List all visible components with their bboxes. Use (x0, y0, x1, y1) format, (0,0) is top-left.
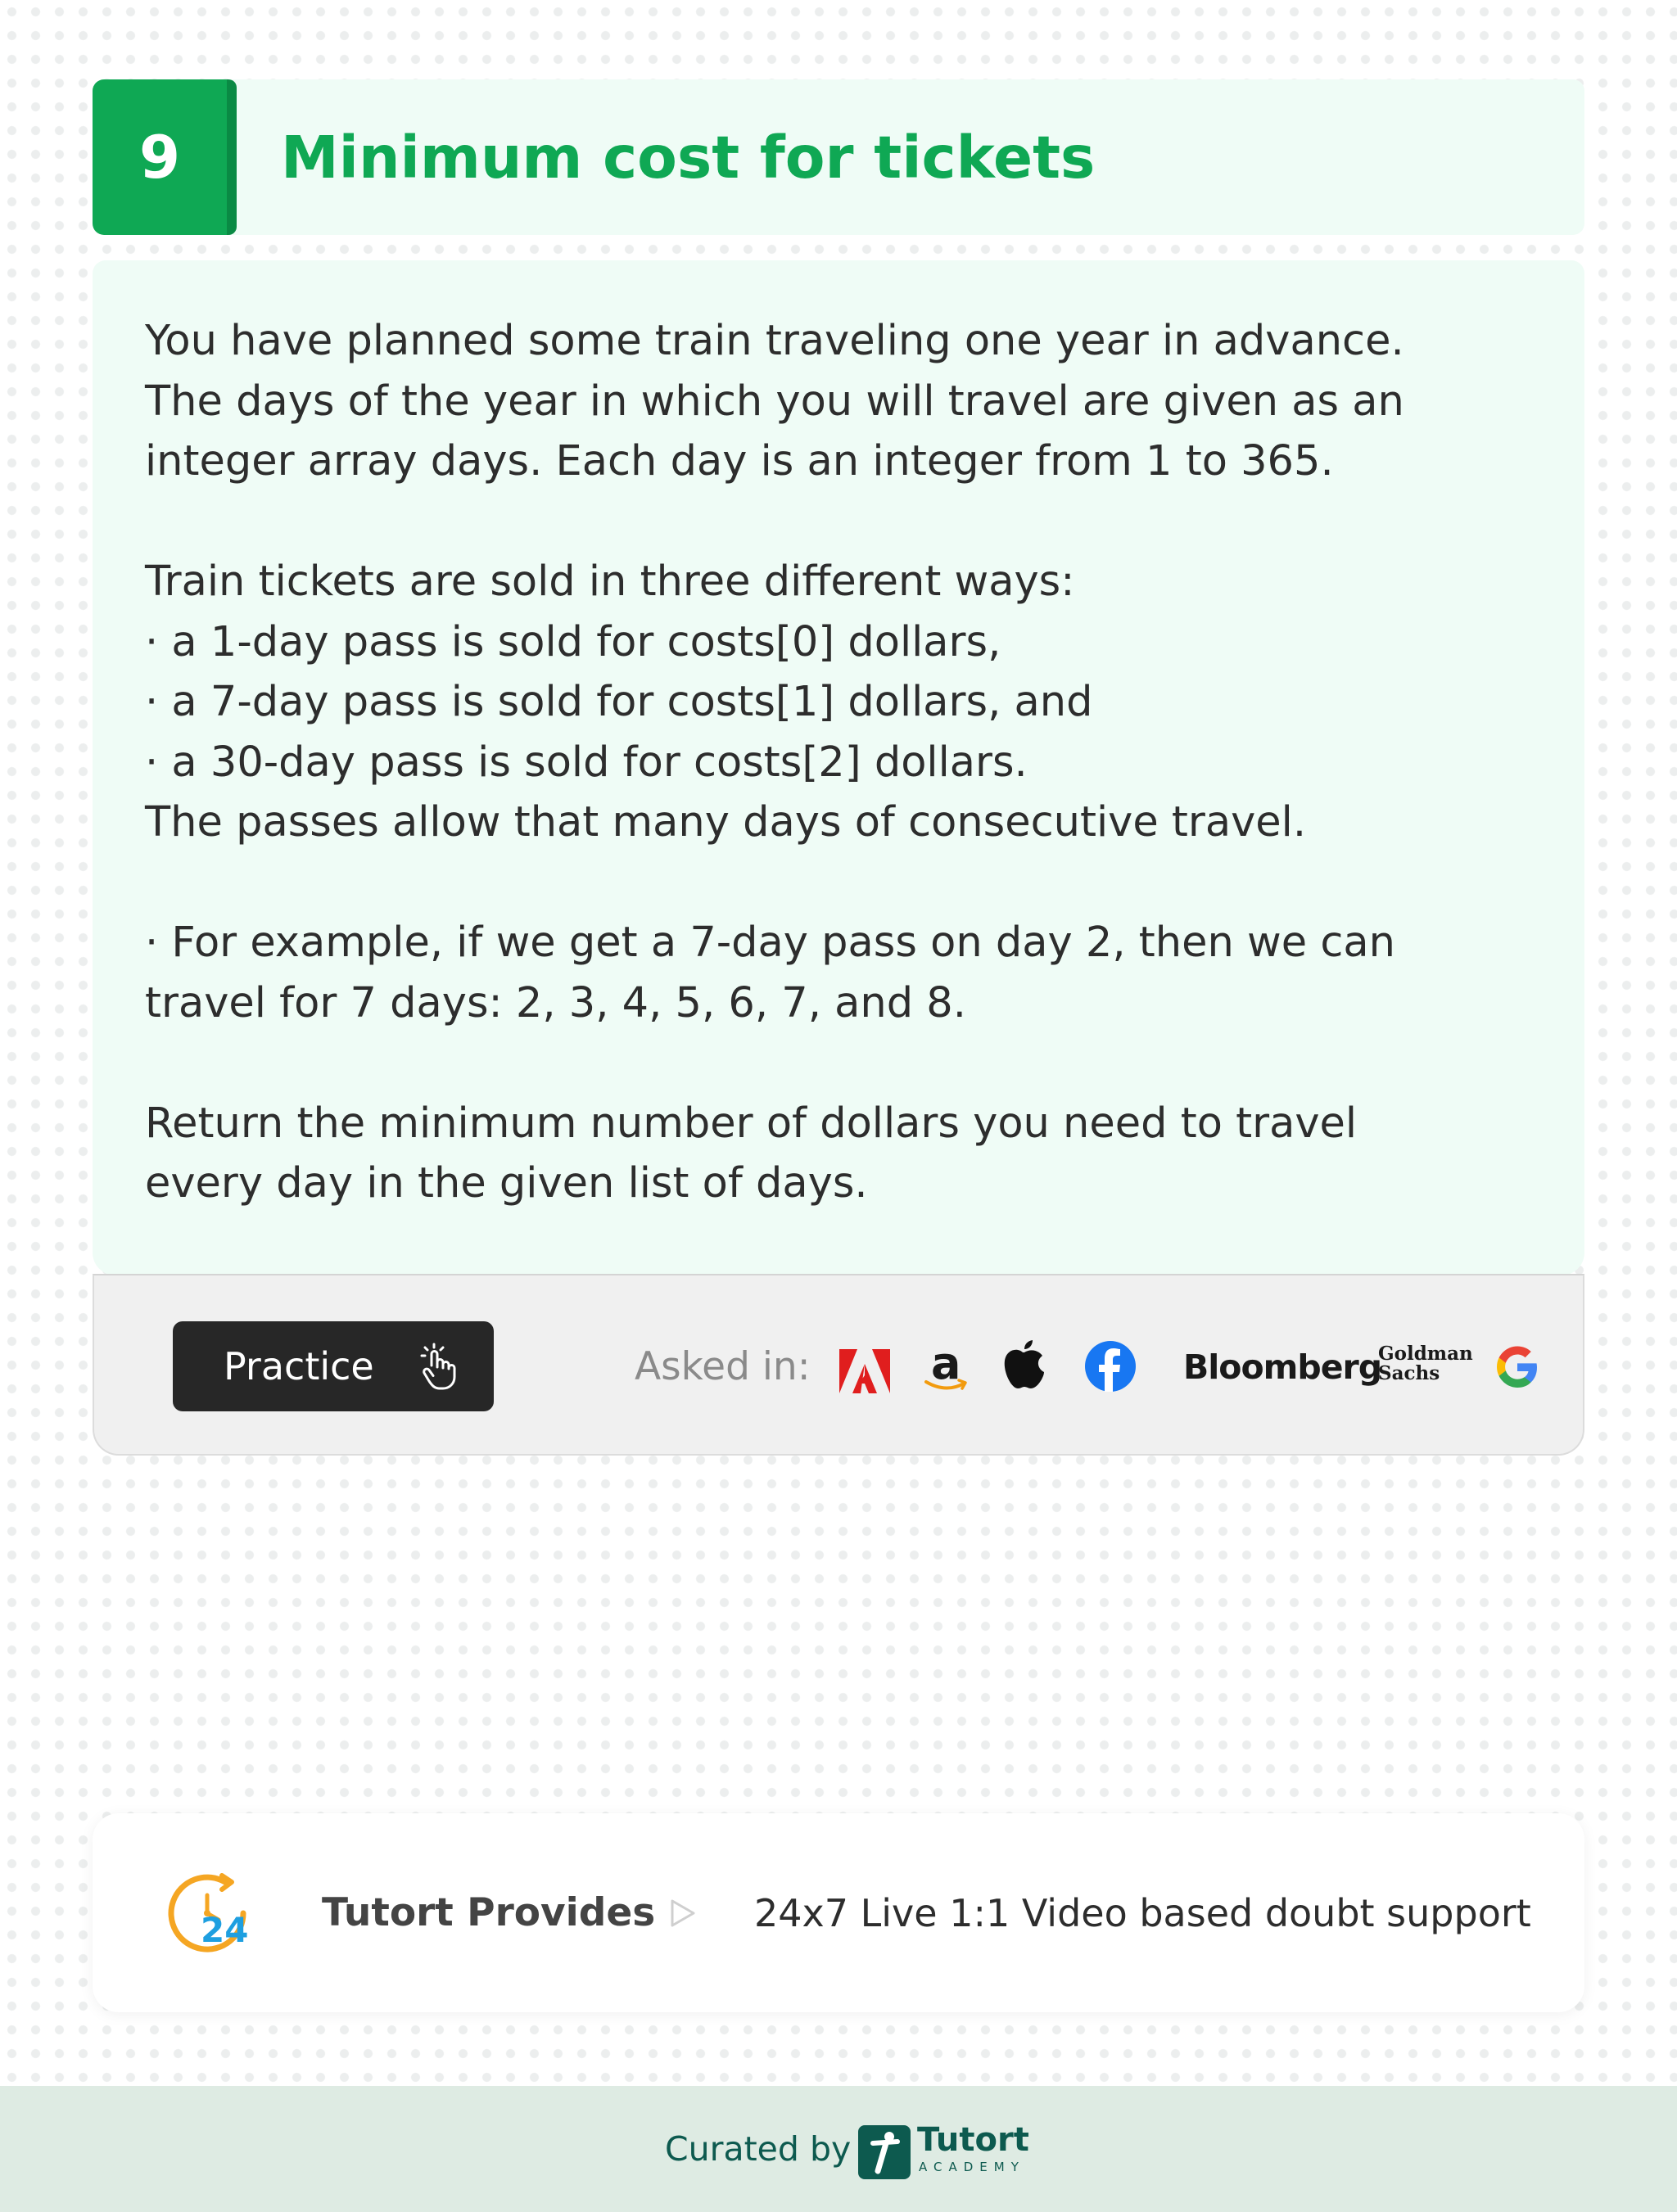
description-line: Train tickets are sold in three different ways: (145, 558, 1075, 606)
sachs-line: Sachs (1378, 1362, 1440, 1384)
description-line: Return the minimum number of dollars you need to travel (145, 1099, 1358, 1148)
paragraph-gap (145, 853, 1553, 914)
description-line: · a 1-day pass is sold for costs[0] dollars, (145, 617, 1001, 666)
description-line: · For example, if we get a 7-day pass on day 2, then we can (145, 919, 1395, 967)
paragraph-gap (145, 492, 1553, 553)
paragraph-gap (145, 1033, 1553, 1094)
asked-in-label: Asked in: (635, 1343, 811, 1389)
provides-label: Tutort Provides (322, 1890, 656, 1935)
practice-bar (93, 1274, 1584, 1456)
google-logo-icon (1494, 1344, 1540, 1390)
practice-button[interactable] (173, 1321, 494, 1411)
amazon-smile-icon (924, 1377, 970, 1393)
description-line: integer array days. Each day is an integer from 1 to 365. (145, 437, 1334, 485)
clock-number: 24 (201, 1910, 249, 1950)
facebook-logo-icon (1085, 1341, 1136, 1392)
number-badge-edge (227, 79, 237, 235)
adobe-logo-icon (839, 1349, 890, 1393)
curated-label: Curated by (665, 2129, 852, 2169)
play-arrow-icon (669, 1898, 697, 1928)
description-line: every day in the given list of days. (145, 1159, 868, 1208)
clock-24-icon (165, 1867, 260, 1957)
description-line: · a 7-day pass is sold for costs[1] dollars, and (145, 678, 1093, 726)
description-line: The passes allow that many days of consecutive travel. (145, 798, 1307, 846)
curated-footer (0, 2086, 1677, 2212)
question-number: 9 (93, 79, 227, 235)
practice-button-label: Practice (224, 1344, 374, 1388)
tutort-provides-card (93, 1813, 1584, 2012)
description-line: · a 30-day pass is sold for costs[2] dollars. (145, 738, 1028, 787)
goldman-sachs-logo (1378, 1343, 1473, 1393)
apple-logo-icon (1000, 1339, 1046, 1390)
hand-pointer-icon (417, 1343, 461, 1392)
problem-description (145, 311, 1553, 1214)
amazon-letter: a (931, 1338, 961, 1389)
description-line: travel for 7 days: 2, 3, 4, 5, 6, 7, and 8. (145, 978, 966, 1027)
brand-subtitle: ACADEMY (919, 2160, 1025, 2174)
description-line: You have planned some train traveling one year in advance. (145, 317, 1404, 365)
provides-text: 24x7 Live 1:1 Video based doubt support (754, 1890, 1531, 1935)
description-card (93, 260, 1584, 1275)
description-line: The days of the year in which you will travel are given as an (145, 377, 1404, 426)
tutort-logo-icon (858, 2125, 911, 2179)
question-title: Minimum cost for tickets (281, 123, 1096, 192)
bloomberg-logo: Bloomberg (1183, 1348, 1382, 1387)
amazon-logo-icon (921, 1338, 975, 1397)
brand-name: Tutort (917, 2121, 1029, 2159)
question-header (93, 79, 1584, 235)
goldman-line: Goldman (1378, 1343, 1473, 1365)
